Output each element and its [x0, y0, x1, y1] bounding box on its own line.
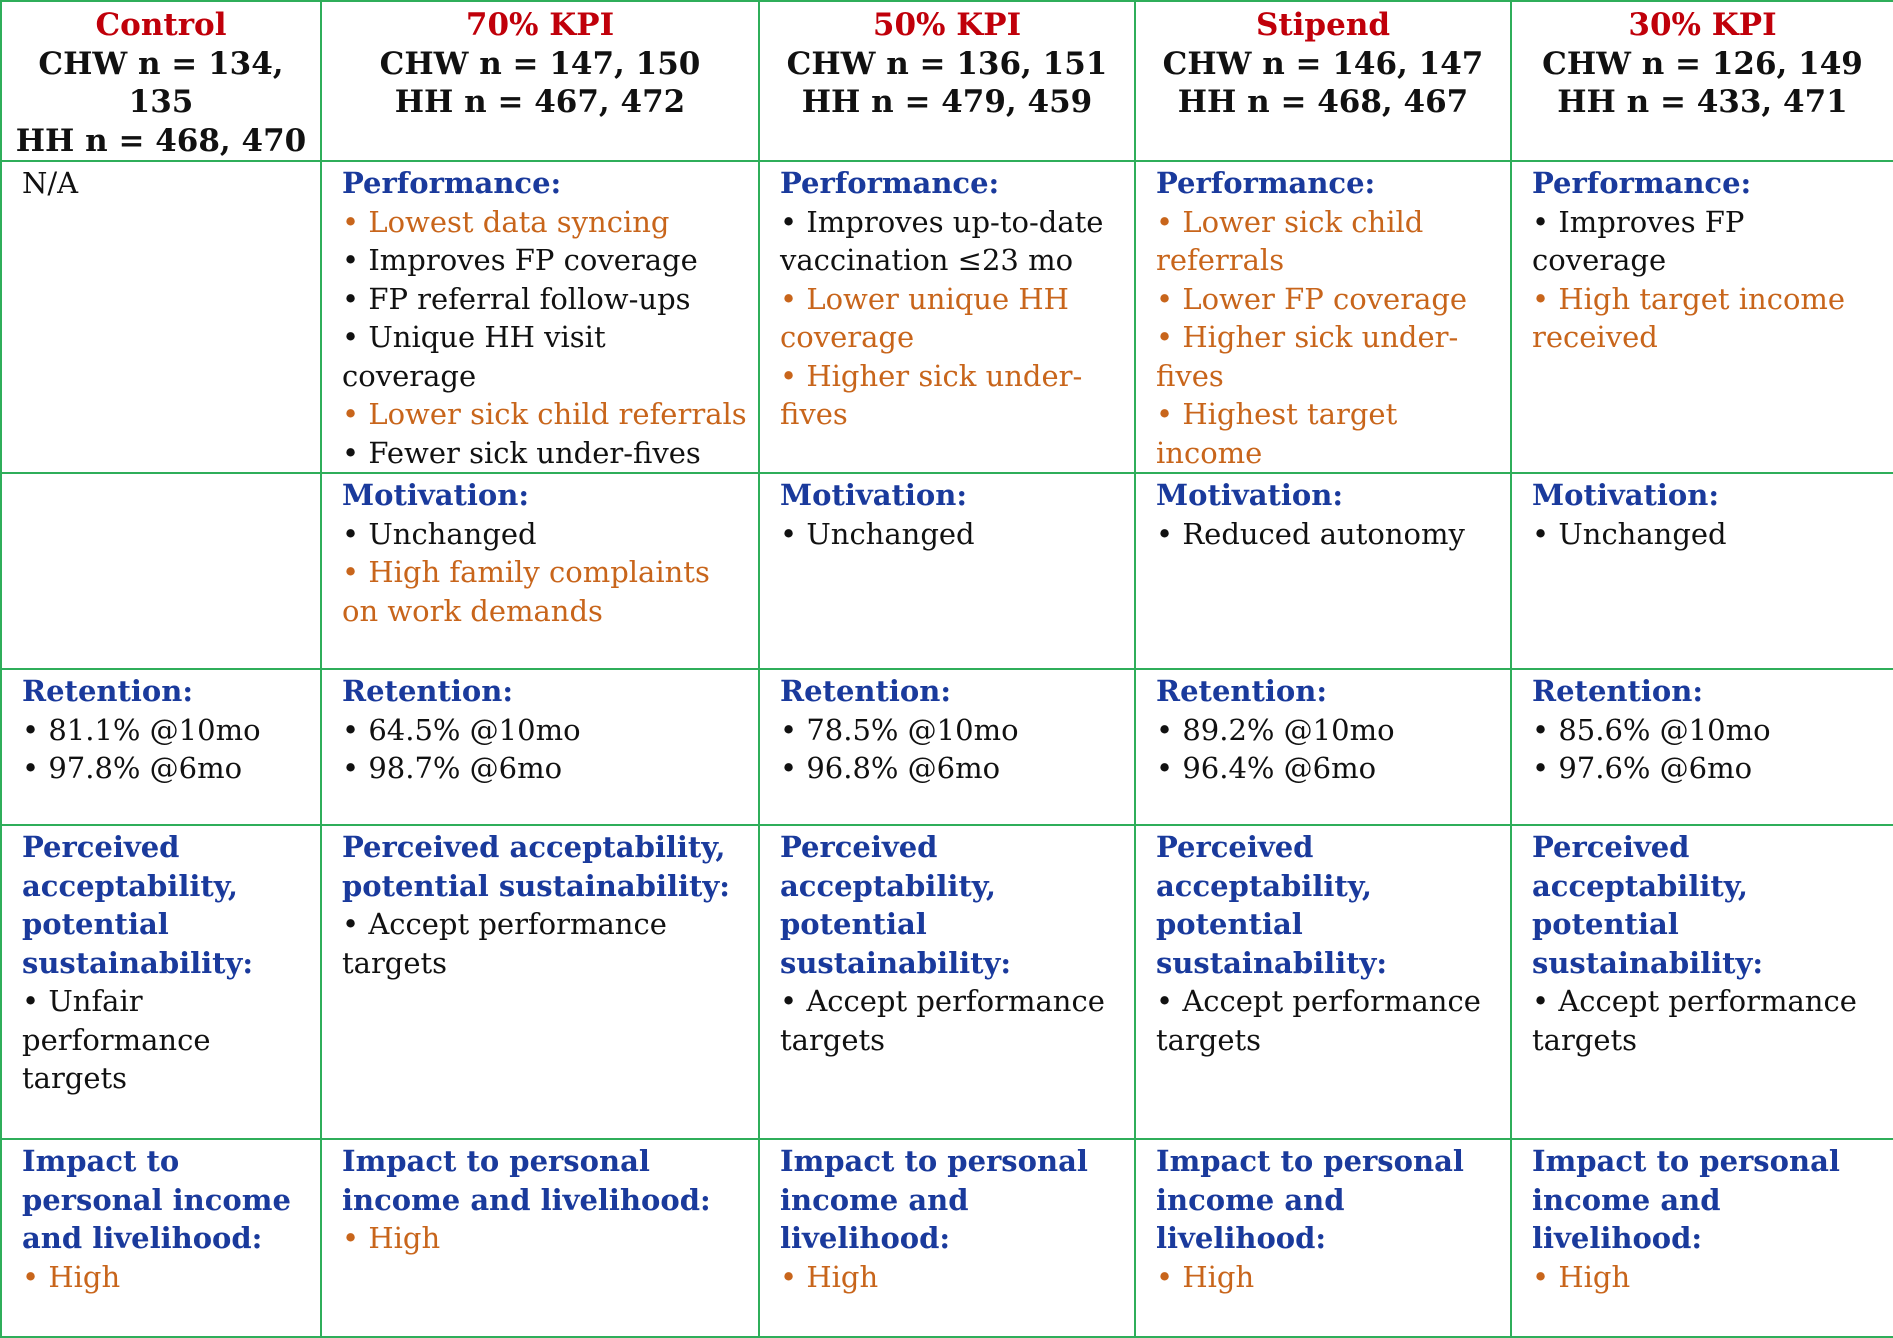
- list-item: • 96.8% @6mo: [780, 751, 1001, 785]
- list-item: • Highest target income: [1156, 397, 1398, 470]
- chw-sample-size: CHW n = 147, 150: [379, 45, 701, 82]
- acceptability-cell: [321, 825, 759, 1139]
- list-item: • High: [342, 1221, 441, 1255]
- acceptability-row: [1, 825, 1893, 1139]
- list-item: • 98.7% @6mo: [342, 751, 563, 785]
- performance-cell: [1135, 161, 1511, 473]
- column-name: 70% KPI: [465, 7, 615, 43]
- list-item: • 96.4% @6mo: [1156, 751, 1377, 785]
- list-item: • High family complaints on work demands: [342, 555, 710, 628]
- section-title: Motivation:: [780, 478, 968, 512]
- section-title: Retention:: [1532, 674, 1704, 708]
- list-item: • Improves FP coverage: [1532, 204, 1745, 277]
- retention-cell: [759, 669, 1135, 825]
- list-item: • 97.8% @6mo: [22, 751, 243, 785]
- section-title: Retention:: [22, 674, 194, 708]
- chw-sample-size: CHW n = 134, 135: [38, 45, 284, 120]
- header-row: [1, 1, 1893, 161]
- list-item: • Unchanged: [342, 516, 537, 551]
- section-title: Impact to personal income and livelihood:: [1156, 1144, 1464, 1255]
- section-title: Perceived acceptability, potential sustainability:: [1532, 830, 1764, 980]
- list-item: • Unchanged: [780, 516, 975, 551]
- acceptability-cell: [1, 825, 321, 1139]
- column-header-control: [1, 1, 321, 161]
- section-title: Perceived acceptability, potential sustainability:: [780, 830, 1012, 980]
- acceptability-cell: [1135, 825, 1511, 1139]
- impact-cell: [759, 1139, 1135, 1337]
- performance-cell: [321, 161, 759, 473]
- hh-sample-size: HH n = 468, 470: [15, 122, 307, 159]
- not-applicable-text: N/A: [22, 166, 79, 200]
- list-item: • 89.2% @10mo: [1156, 712, 1395, 747]
- list-item: • Unchanged: [1532, 516, 1727, 551]
- column-name: Stipend: [1255, 7, 1391, 43]
- list-item: • Improves up-to-date vaccination ≤23 mo: [780, 204, 1104, 277]
- list-item: • FP referral follow-ups: [342, 281, 691, 316]
- list-item: • 64.5% @10mo: [342, 712, 581, 747]
- list-item: • 78.5% @10mo: [780, 712, 1019, 747]
- retention-row: [1, 669, 1893, 825]
- section-title: Motivation:: [1532, 478, 1720, 512]
- list-item: • Improves FP coverage: [342, 243, 698, 277]
- list-item: • 97.6% @6mo: [1532, 751, 1753, 785]
- motivation-cell: [1135, 473, 1511, 669]
- section-title: Impact to personal income and livelihood:: [780, 1144, 1088, 1255]
- chw-sample-size: CHW n = 146, 147: [1162, 45, 1484, 82]
- column-header-30-kpi: [1511, 1, 1893, 161]
- list-item: • Accept performance targets: [1532, 984, 1857, 1057]
- hh-sample-size: HH n = 433, 471: [1557, 84, 1848, 120]
- section-title: Motivation:: [1156, 478, 1344, 512]
- list-item: • High: [22, 1259, 121, 1294]
- performance-row: [1, 161, 1893, 473]
- impact-cell: [1511, 1139, 1893, 1337]
- column-header-70-kpi: [321, 1, 759, 161]
- performance-cell: [759, 161, 1135, 473]
- retention-cell: [321, 669, 759, 825]
- impact-row: [1, 1139, 1893, 1337]
- list-item: • Lower FP coverage: [1156, 281, 1468, 316]
- motivation-cell: [1511, 473, 1893, 669]
- list-item: • Higher sick under-fives: [1156, 320, 1459, 393]
- column-name: Control: [95, 7, 227, 43]
- list-item: • Lowest data syncing: [342, 204, 670, 239]
- impact-cell: [1, 1139, 321, 1337]
- section-title: Retention:: [342, 674, 514, 708]
- section-title: Perceived acceptability, potential sustainability:: [342, 830, 730, 903]
- retention-cell: [1511, 669, 1893, 825]
- list-item: • 81.1% @10mo: [22, 712, 261, 747]
- acceptability-cell: [759, 825, 1135, 1139]
- impact-cell: [321, 1139, 759, 1337]
- list-item: • Lower sick child referrals: [1156, 204, 1424, 277]
- list-item: • Lower unique HH coverage: [780, 281, 1069, 354]
- section-title: Performance:: [1156, 166, 1376, 200]
- acceptability-cell: [1511, 825, 1893, 1139]
- list-item: • Higher sick under-fives: [780, 358, 1083, 431]
- section-title: Impact to personal income and livelihood:: [22, 1144, 291, 1255]
- motivation-cell: [321, 473, 759, 669]
- list-item: • High: [1532, 1259, 1631, 1294]
- hh-sample-size: HH n = 468, 467: [1177, 84, 1469, 120]
- retention-cell: [1, 669, 321, 825]
- chw-sample-size: CHW n = 136, 151: [786, 45, 1108, 82]
- list-item: • Reduced autonomy: [1156, 516, 1465, 551]
- impact-cell: [1135, 1139, 1511, 1337]
- motivation-cell-control: [1, 473, 321, 669]
- list-item: • High: [1156, 1259, 1255, 1294]
- list-item: • 85.6% @10mo: [1532, 712, 1771, 747]
- section-title: Impact to personal income and livelihood:: [1532, 1144, 1840, 1255]
- section-title: Retention:: [780, 674, 952, 708]
- column-name: 50% KPI: [872, 7, 1022, 43]
- performance-cell-control: [1, 161, 321, 473]
- section-title: Performance:: [1532, 166, 1752, 200]
- list-item: • Accept performance targets: [780, 984, 1105, 1057]
- section-title: Perceived acceptability, potential sustainability:: [22, 830, 254, 980]
- list-item: • Accept performance targets: [342, 907, 667, 980]
- motivation-cell: [759, 473, 1135, 669]
- list-item: • Unfair performance targets: [22, 984, 211, 1095]
- column-header-50-kpi: [759, 1, 1135, 161]
- column-header-stipend: [1135, 1, 1511, 161]
- section-title: Retention:: [1156, 674, 1328, 708]
- section-title: Performance:: [780, 166, 1000, 200]
- section-title: Perceived acceptability, potential sustainability:: [1156, 830, 1388, 980]
- section-title: Performance:: [342, 166, 562, 200]
- list-item: • High: [780, 1259, 879, 1294]
- hh-sample-size: HH n = 467, 472: [394, 84, 686, 120]
- list-item: • Lower sick child referrals: [342, 397, 747, 431]
- column-name: 30% KPI: [1628, 7, 1777, 43]
- chw-sample-size: CHW n = 126, 149: [1542, 45, 1863, 82]
- list-item: • Unique HH visit coverage: [342, 320, 606, 393]
- section-title: Motivation:: [342, 478, 530, 512]
- list-item: • Accept performance targets: [1156, 984, 1481, 1057]
- performance-cell: [1511, 161, 1893, 473]
- motivation-row: [1, 473, 1893, 669]
- retention-cell: [1135, 669, 1511, 825]
- list-item: • Fewer sick under-fives: [342, 435, 701, 470]
- hh-sample-size: HH n = 479, 459: [801, 84, 1093, 120]
- list-item: • High target income received: [1532, 281, 1846, 354]
- section-title: Impact to personal income and livelihood:: [342, 1144, 711, 1217]
